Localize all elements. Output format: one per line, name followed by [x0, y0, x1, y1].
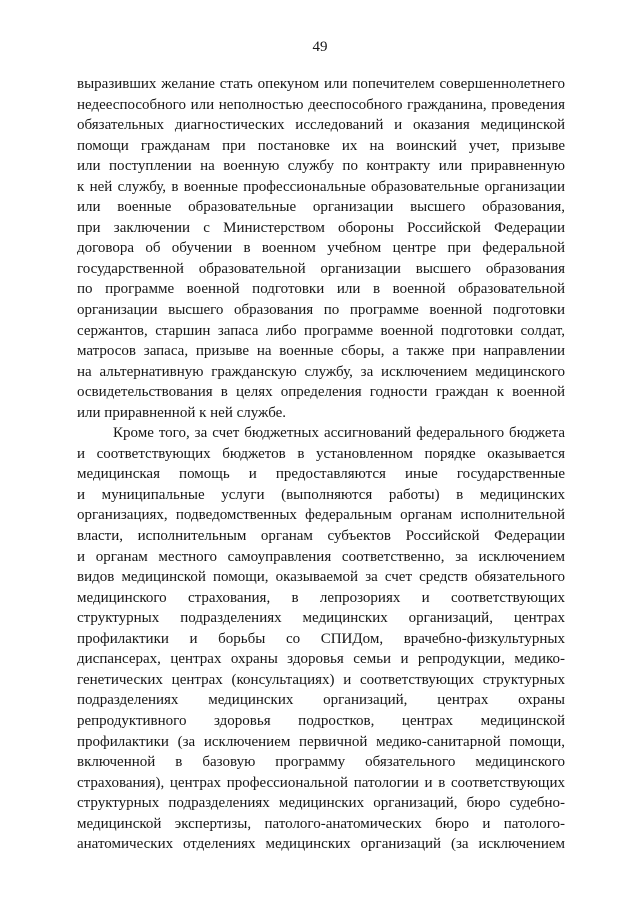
text-line: освидетельствования в целях определения годности граждан к военной	[77, 384, 565, 401]
text-line: власти, исполнительным органам субъектов Российской Федерации	[77, 528, 565, 545]
paragraph-budget-funding	[77, 423, 565, 854]
text-line: обязательных диагностических исследований и оказания медицинской	[77, 117, 565, 134]
text-line: и органам местного самоуправления соответственно, за исключением	[77, 548, 565, 565]
text-line: медицинская помощь и предоставляются иные государственные	[77, 466, 565, 483]
text-line: договора об обучении в военном учебном центре при федеральной	[77, 240, 565, 257]
text-line: страхования), центрах профессиональной патологии и в соответствующих	[77, 774, 565, 791]
text-line: недееспособного или неполностью дееспособного гражданина, проведения	[77, 96, 565, 113]
text-line: профилактики (за исключением первичной медико-санитарной помощи,	[77, 733, 565, 750]
text-line: медицинского страхования, в лепрозориях и соответствующих	[77, 589, 565, 606]
text-line: и муниципальные услуги (выполняются работы) в медицинских	[77, 486, 565, 503]
text-line: подразделениях медицинских организаций, центрах охраны	[77, 692, 565, 709]
text-line: включенной в базовую программу обязательного медицинского	[77, 754, 565, 771]
text-line: профилактики и борьбы со СПИДом, врачебно-физкультурных	[77, 630, 565, 647]
text-line: при заключении с Министерством обороны Российской Федерации	[77, 219, 565, 236]
text-line: организациях, подведомственных федеральным органам исполнительной	[77, 507, 565, 524]
text-line: медицинской экспертизы, патолого-анатомических бюро и патолого-	[77, 815, 565, 832]
text-line: анатомических отделениях медицинских организаций (за исключением	[77, 836, 565, 853]
text-line: структурных подразделениях медицинских организаций, центрах	[77, 610, 565, 627]
text-line: видов медицинской помощи, оказываемой за счет средств обязательного	[77, 569, 565, 586]
text-line: к ней службу, в военные профессиональные образовательные организации	[77, 178, 565, 195]
text-line: выразивших желание стать опекуном или попечителем совершеннолетнего	[77, 76, 565, 92]
text-line: государственной образовательной организации высшего образования	[77, 260, 565, 277]
text-line: сержантов, старшин запаса либо программе военной подготовки солдат,	[77, 322, 565, 339]
text-line: или поступлении на военную службу по контракту или приравненную	[77, 158, 565, 175]
text-line: на альтернативную гражданскую службу, за исключением медицинского	[77, 363, 565, 380]
text-line: Кроме того, за счет бюджетных ассигнований федерального бюджета	[113, 425, 565, 442]
document-body	[77, 74, 565, 855]
text-line: организации высшего образования по программе военной подготовки	[77, 302, 565, 319]
text-line: или приравненной к ней службе.	[77, 404, 287, 421]
text-line: генетических центрах (консультациях) и соответствующих структурных	[77, 671, 565, 688]
page-number: 49	[312, 39, 328, 55]
text-line: помощи гражданам при постановке их на воинский учет, призыве	[77, 137, 565, 154]
text-line: матросов запаса, призыве на военные сборы, а также при направлении	[77, 343, 565, 360]
text-line: и соответствующих бюджетов в установленном порядке оказывается	[77, 445, 565, 462]
text-line: диспансерах, центрах охраны здоровья семьи и репродукции, медико-	[77, 651, 565, 668]
text-line: репродуктивного здоровья подростков, центрах медицинской	[77, 712, 565, 729]
text-line: или военные образовательные организации высшего образования,	[77, 199, 565, 216]
text-line: структурных подразделениях медицинских организаций, бюро судебно-	[77, 795, 565, 812]
paragraph-continuation	[77, 74, 565, 423]
text-line: по программе военной подготовки или в военной образовательной	[77, 281, 565, 298]
